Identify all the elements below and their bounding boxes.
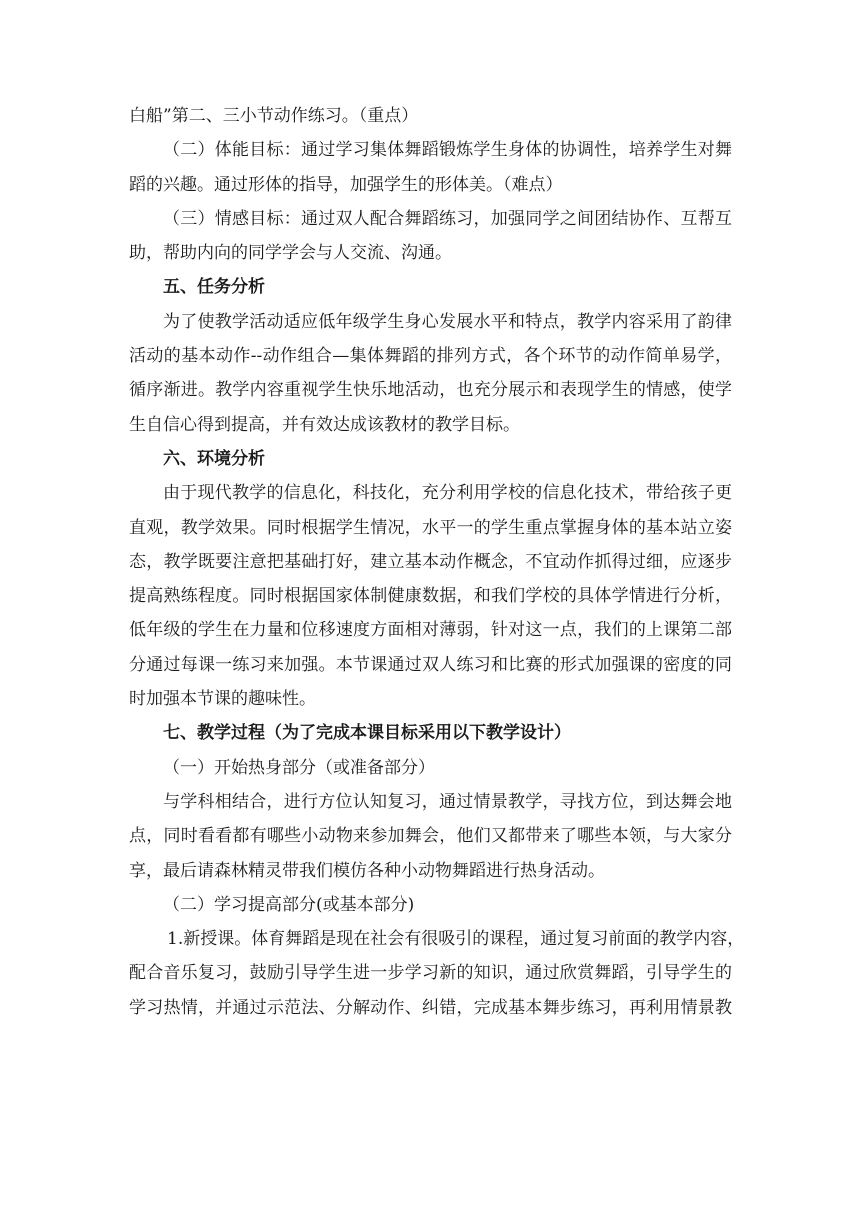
section-heading: 六、环境分析 <box>163 448 265 469</box>
paragraph-line: 生自信心得到提高，并有效达成该教材的教学目标。 <box>129 414 520 435</box>
paragraph-line: （二）体能目标：通过学习集体舞蹈锻炼学生身体的协调性，培养学生对舞 <box>163 140 732 161</box>
paragraph-line: （三）情感目标：通过双人配合舞蹈练习，加强同学之间团结协作、互帮互 <box>163 208 732 229</box>
document-body <box>129 99 745 1025</box>
paragraph-line: 由于现代教学的信息化，科技化，充分利用学校的信息化技术，带给孩子更 <box>163 483 732 504</box>
paragraph-line: 白船”第二、三小节动作练习。（重点） <box>129 106 419 126</box>
paragraph-line: 提高熟练程度。同时根据国家体制健康数据，和我们学校的具体学情进行分析， <box>129 586 732 607</box>
paragraph-line: 态，教学既要注意把基础打好，建立基本动作概念，不宜动作抓得过细，应逐步 <box>129 551 732 572</box>
paragraph-line: 1.新授课。体育舞蹈是现在社会有很吸引的课程，通过复习前面的教学内容， <box>167 929 745 950</box>
section-heading: 七、教学过程（为了完成本课目标采用以下教学设计） <box>163 723 571 744</box>
paragraph-line: 时加强本节课的趣味性。 <box>129 689 316 710</box>
paragraph-line: 活动的基本动作--动作组合—集体舞蹈的排列方式，各个环节的动作简单易学， <box>129 346 732 367</box>
paragraph-line: （一）开始热身部分（或准备部分） <box>163 757 435 778</box>
paragraph-line: 与学科相结合，进行方位认知复习，通过情景教学，寻找方位，到达舞会地 <box>163 791 732 812</box>
paragraph-line: 为了使教学活动适应低年级学生身心发展水平和特点，教学内容采用了韵律 <box>163 311 732 332</box>
paragraph-line: 点，同时看看都有哪些小动物来参加舞会，他们又都带来了哪些本领，与大家分 <box>129 826 732 847</box>
paragraph-line: 直观，教学效果。同时根据学生情况，水平一的学生重点掌握身体的基本站立姿 <box>129 517 732 538</box>
paragraph-line: 配合音乐复习，鼓励引导学生进一步学习新的知识，通过欣赏舞蹈，引导学生的 <box>129 963 732 984</box>
paragraph-line: 分通过每课一练习来加强。本节课通过双人练习和比赛的形式加强课的密度的同 <box>129 654 732 675</box>
paragraph-line: 助，帮助内向的同学学会与人交流、沟通。 <box>129 243 452 264</box>
paragraph-line: （二）学习提高部分(或基本部分) <box>163 894 415 915</box>
paragraph-line: 低年级的学生在力量和位移速度方面相对薄弱，针对这一点，我们的上课第二部 <box>129 620 732 641</box>
paragraph-line: 蹈的兴趣。通过形体的指导，加强学生的形体美。（难点） <box>129 174 563 195</box>
paragraph-line: 享，最后请森林精灵带我们模仿各种小动物舞蹈进行热身活动。 <box>129 860 605 881</box>
paragraph-line: 循序渐进。教学内容重视学生快乐地活动，也充分展示和表现学生的情感，使学 <box>129 380 732 401</box>
paragraph-line: 学习热情，并通过示范法、分解动作、纠错，完成基本舞步练习，再利用情景教 <box>129 997 732 1018</box>
section-heading: 五、任务分析 <box>163 277 265 298</box>
